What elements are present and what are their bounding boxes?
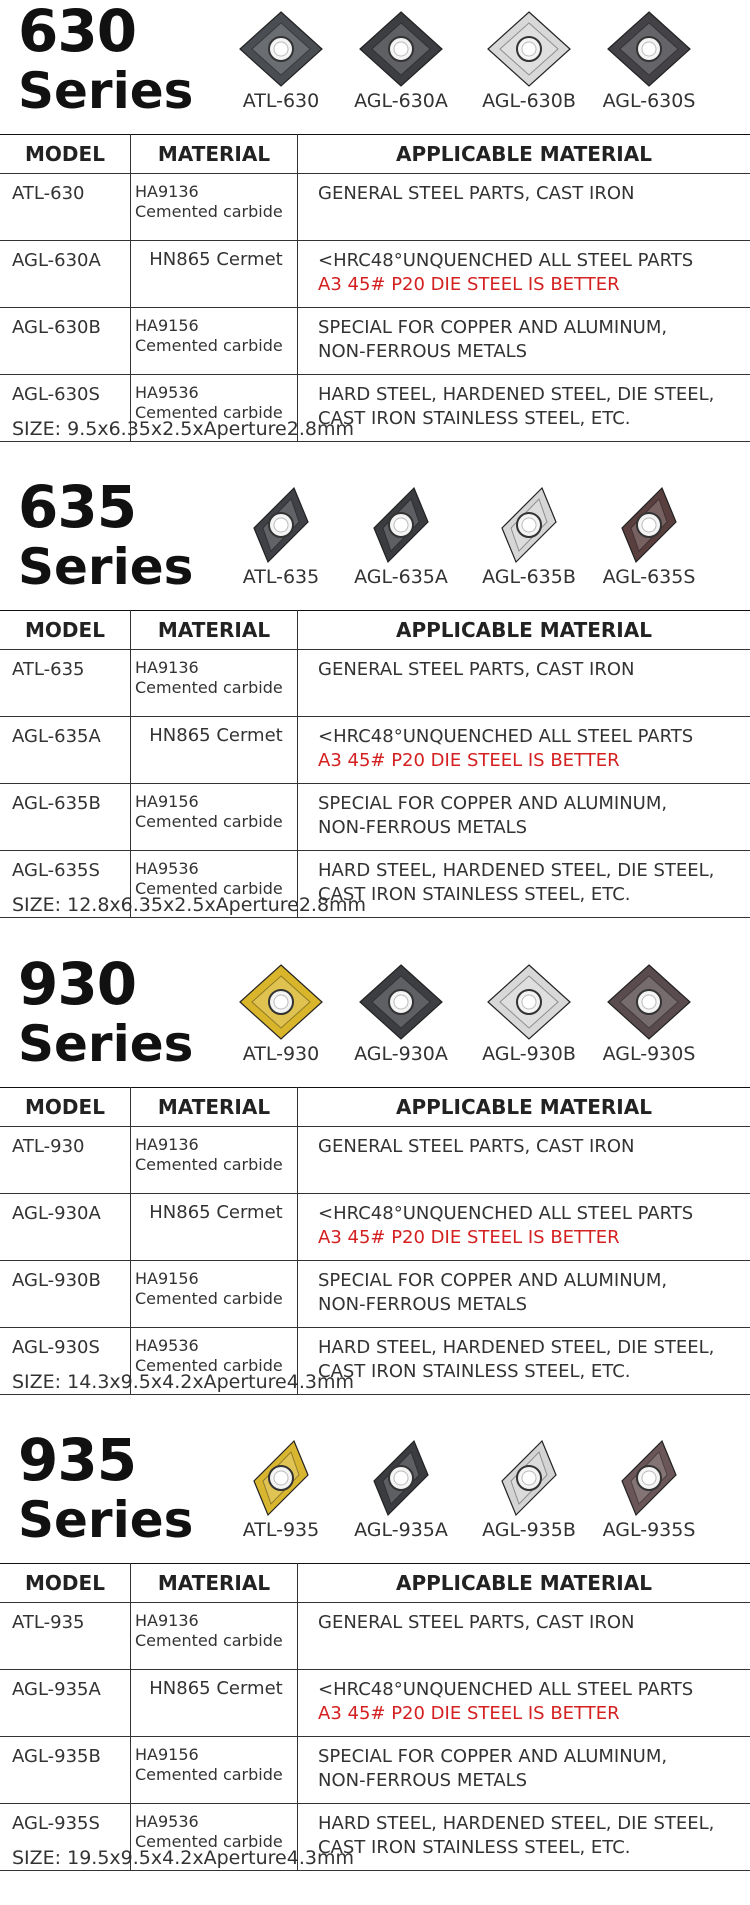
insert-hole-inner	[274, 42, 288, 56]
material-code: HA9536	[135, 859, 199, 879]
insert-label: ATL-630	[242, 90, 320, 112]
applicable-line: NON-FERROUS METALS	[318, 341, 528, 362]
material-cell	[131, 1602, 298, 1669]
applicable-cell	[298, 1803, 750, 1870]
model-cell: AGL-930A	[0, 1193, 131, 1260]
material-code: HA9136	[135, 1610, 199, 1630]
insert-hole-inner	[274, 1471, 288, 1485]
table-row	[0, 650, 750, 717]
material-cell	[131, 650, 298, 717]
model-cell: ATL-935	[0, 1602, 131, 1669]
insert-image	[236, 963, 326, 1041]
insert-image	[356, 1439, 446, 1517]
series-title: Series	[18, 1014, 194, 1073]
applicable-line: SPECIAL FOR COPPER AND ALUMINUM,	[318, 1269, 668, 1291]
model-cell: AGL-635A	[0, 717, 131, 784]
insert-hole-inner	[522, 42, 536, 56]
insert-hole-inner	[642, 1471, 656, 1485]
material-name: HN865 Cermet	[149, 1677, 283, 1699]
applicable-note: A3 45# P20 DIE STEEL IS BETTER	[318, 1226, 620, 1248]
column-header-model: MODEL	[0, 1563, 131, 1602]
applicable-line: HARD STEEL, HARDENED STEEL, DIE STEEL,	[318, 384, 715, 405]
table-header-row	[0, 611, 750, 650]
material-name: Cemented carbide	[135, 403, 283, 422]
material-name: Cemented carbide	[135, 1764, 283, 1784]
model-cell: AGL-635S	[0, 851, 131, 918]
model-cell: ATL-630	[0, 174, 131, 241]
size-spec: SIZE: 12.8x6.35x2.5xAperture2.8mm	[12, 894, 367, 917]
insert-item	[346, 10, 456, 111]
table-row	[0, 1260, 750, 1327]
column-header-material: MATERIAL	[131, 135, 298, 174]
applicable-cell	[298, 1193, 750, 1260]
applicable-cell	[298, 717, 750, 784]
insert-hole-inner	[522, 995, 536, 1009]
insert-item	[474, 1439, 584, 1540]
insert-hole-inner	[394, 518, 408, 532]
material-name: Cemented carbide	[135, 1630, 283, 1650]
column-header-applicable: APPLICABLE MATERIAL	[298, 135, 750, 174]
model-cell: AGL-935B	[0, 1736, 131, 1803]
insert-image	[484, 963, 574, 1041]
table-row	[0, 1736, 750, 1803]
series-section	[0, 0, 750, 476]
applicable-line: HARD STEEL, HARDENED STEEL, DIE STEEL,	[318, 1812, 715, 1834]
applicable-line: HARD STEEL, HARDENED STEEL, DIE STEEL,	[318, 1336, 715, 1358]
insert-item	[594, 486, 704, 587]
insert-label: AGL-630A	[354, 90, 448, 112]
insert-image	[356, 963, 446, 1041]
insert-hole-inner	[642, 42, 656, 56]
model-cell: AGL-630A	[0, 241, 131, 308]
model-cell: AGL-630S	[0, 375, 131, 442]
series-title: Series	[18, 62, 194, 120]
applicable-note: A3 45# P20 DIE STEEL IS BETTER	[318, 274, 620, 295]
table-row	[0, 1193, 750, 1260]
insert-image	[236, 486, 326, 564]
spec-table	[0, 134, 750, 442]
material-code: HA9156	[135, 792, 199, 812]
applicable-cell	[298, 174, 750, 241]
insert-label: AGL-935S	[602, 1518, 696, 1541]
applicable-line: GENERAL STEEL PARTS, CAST IRON	[318, 1135, 635, 1157]
table-row	[0, 784, 750, 851]
insert-label: AGL-930S	[602, 1042, 696, 1065]
material-code: HA9156	[135, 316, 199, 335]
table-row	[0, 308, 750, 375]
applicable-line: <HRC48°UNQUENCHED ALL STEEL PARTS	[318, 1202, 694, 1224]
series-section	[0, 473, 750, 952]
insert-image	[484, 486, 574, 564]
insert-hole-inner	[394, 1471, 408, 1485]
material-cell	[131, 1736, 298, 1803]
table-row	[0, 1602, 750, 1669]
model-cell: AGL-930S	[0, 1327, 131, 1394]
material-code: HA9156	[135, 1268, 199, 1288]
material-name: HN865 Cermet	[149, 249, 283, 270]
applicable-note: A3 45# P20 DIE STEEL IS BETTER	[318, 750, 620, 772]
applicable-note: A3 45# P20 DIE STEEL IS BETTER	[318, 1702, 620, 1724]
insert-label: AGL-935B	[482, 1518, 576, 1541]
table-row	[0, 174, 750, 241]
material-cell	[131, 1193, 298, 1260]
column-header-applicable: APPLICABLE MATERIAL	[298, 611, 750, 650]
size-spec: SIZE: 19.5x9.5x4.2xAperture4.3mm	[12, 1846, 354, 1869]
series-title: Series	[18, 1490, 194, 1549]
column-header-applicable: APPLICABLE MATERIAL	[298, 1563, 750, 1602]
material-cell	[131, 1669, 298, 1736]
series-header	[0, 949, 750, 1087]
model-cell: AGL-630B	[0, 308, 131, 375]
insert-item	[594, 963, 704, 1064]
size-spec: SIZE: 9.5x6.35x2.5xAperture2.8mm	[12, 418, 354, 440]
applicable-line: CAST IRON STAINLESS STEEL, ETC.	[318, 1360, 631, 1382]
applicable-line: GENERAL STEEL PARTS, CAST IRON	[318, 1611, 635, 1633]
insert-label: AGL-635B	[482, 566, 576, 589]
table-row	[0, 1669, 750, 1736]
spec-table	[0, 1087, 750, 1395]
insert-hole-inner	[274, 518, 288, 532]
applicable-cell	[298, 650, 750, 717]
table-row	[0, 717, 750, 784]
applicable-line: NON-FERROUS METALS	[318, 1769, 528, 1791]
applicable-line: GENERAL STEEL PARTS, CAST IRON	[318, 659, 635, 681]
insert-label: AGL-630B	[482, 90, 576, 112]
insert-hole-inner	[642, 518, 656, 532]
applicable-cell	[298, 308, 750, 375]
model-cell: AGL-935A	[0, 1669, 131, 1736]
insert-item	[346, 963, 456, 1064]
insert-label: AGL-635S	[602, 566, 696, 589]
table-header-row	[0, 1087, 750, 1126]
insert-item	[346, 486, 456, 587]
material-name: HN865 Cermet	[149, 725, 283, 747]
applicable-line: NON-FERROUS METALS	[318, 817, 528, 839]
column-header-material: MATERIAL	[131, 1087, 298, 1126]
model-cell: AGL-935S	[0, 1803, 131, 1870]
material-name: Cemented carbide	[135, 879, 283, 899]
insert-item	[594, 1439, 704, 1540]
insert-item	[346, 1439, 456, 1540]
table-row	[0, 1126, 750, 1193]
insert-label: ATL-935	[242, 1518, 320, 1541]
applicable-cell	[298, 375, 750, 442]
material-name: Cemented carbide	[135, 336, 283, 355]
insert-image	[236, 10, 326, 88]
insert-label: AGL-630S	[602, 90, 696, 112]
spec-table	[0, 1563, 750, 1871]
insert-image	[356, 10, 446, 88]
applicable-line: CAST IRON STAINLESS STEEL, ETC.	[318, 884, 631, 906]
series-header	[0, 0, 750, 134]
series-header	[0, 473, 750, 610]
applicable-cell	[298, 784, 750, 851]
model-cell: AGL-930B	[0, 1260, 131, 1327]
series-number: 635	[18, 473, 137, 542]
insert-hole-inner	[522, 1471, 536, 1485]
material-name: HN865 Cermet	[149, 1201, 283, 1223]
material-cell	[131, 241, 298, 308]
column-header-material: MATERIAL	[131, 1563, 298, 1602]
insert-image	[484, 1439, 574, 1517]
insert-hole-inner	[274, 995, 288, 1009]
material-name: Cemented carbide	[135, 1831, 283, 1851]
series-number: 630	[18, 0, 137, 65]
material-name: Cemented carbide	[135, 202, 283, 221]
insert-label: ATL-930	[242, 1042, 320, 1065]
applicable-line: <HRC48°UNQUENCHED ALL STEEL PARTS	[318, 1678, 694, 1700]
series-title: Series	[18, 538, 194, 597]
applicable-cell	[298, 1736, 750, 1803]
insert-image	[604, 963, 694, 1041]
insert-item	[594, 10, 704, 111]
insert-item	[474, 10, 584, 111]
material-code: HA9536	[135, 1335, 199, 1355]
insert-image	[236, 1439, 326, 1517]
insert-label: AGL-935A	[354, 1518, 448, 1541]
material-cell	[131, 1260, 298, 1327]
insert-item	[474, 963, 584, 1064]
material-code: HA9136	[135, 1134, 199, 1154]
insert-image	[484, 10, 574, 88]
insert-hole-inner	[394, 995, 408, 1009]
applicable-cell	[298, 1327, 750, 1394]
table-row	[0, 241, 750, 308]
material-name: Cemented carbide	[135, 1288, 283, 1308]
applicable-line: CAST IRON STAINLESS STEEL, ETC.	[318, 1836, 631, 1858]
table-header-row	[0, 135, 750, 174]
material-name: Cemented carbide	[135, 1355, 283, 1375]
insert-image	[356, 486, 446, 564]
applicable-cell	[298, 1126, 750, 1193]
column-header-model: MODEL	[0, 611, 131, 650]
series-section	[0, 949, 750, 1429]
material-code: HA9536	[135, 1811, 199, 1831]
insert-item	[226, 963, 336, 1064]
applicable-line: <HRC48°UNQUENCHED ALL STEEL PARTS	[318, 726, 694, 748]
insert-label: ATL-635	[242, 566, 320, 589]
material-cell	[131, 784, 298, 851]
table-header-row	[0, 1563, 750, 1602]
insert-hole-inner	[394, 42, 408, 56]
series-number: 935	[18, 1425, 137, 1494]
insert-label: AGL-930B	[482, 1042, 576, 1065]
column-header-model: MODEL	[0, 1087, 131, 1126]
insert-item	[226, 486, 336, 587]
material-code: HA9136	[135, 658, 199, 678]
insert-hole-inner	[642, 995, 656, 1009]
applicable-cell	[298, 1602, 750, 1669]
series-number: 930	[18, 949, 137, 1018]
size-spec: SIZE: 14.3x9.5x4.2xAperture4.3mm	[12, 1370, 354, 1393]
applicable-line: NON-FERROUS METALS	[318, 1293, 528, 1315]
material-cell	[131, 1126, 298, 1193]
material-cell	[131, 174, 298, 241]
model-cell: AGL-635B	[0, 784, 131, 851]
column-header-model: MODEL	[0, 135, 131, 174]
material-code: HA9156	[135, 1744, 199, 1764]
applicable-line: SPECIAL FOR COPPER AND ALUMINUM,	[318, 1745, 668, 1767]
material-cell	[131, 717, 298, 784]
applicable-cell	[298, 241, 750, 308]
applicable-line: CAST IRON STAINLESS STEEL, ETC.	[318, 408, 631, 429]
insert-image	[604, 486, 694, 564]
applicable-cell	[298, 1669, 750, 1736]
insert-hole-inner	[522, 518, 536, 532]
material-name: Cemented carbide	[135, 678, 283, 698]
insert-item	[226, 1439, 336, 1540]
spec-table	[0, 610, 750, 918]
insert-item	[474, 486, 584, 587]
applicable-line: SPECIAL FOR COPPER AND ALUMINUM,	[318, 793, 668, 815]
series-section	[0, 1425, 750, 1905]
insert-label: AGL-930A	[354, 1042, 448, 1065]
material-name: Cemented carbide	[135, 1154, 283, 1174]
insert-image	[604, 1439, 694, 1517]
insert-label: AGL-635A	[354, 566, 448, 589]
insert-image	[604, 10, 694, 88]
applicable-line: HARD STEEL, HARDENED STEEL, DIE STEEL,	[318, 860, 715, 882]
material-cell	[131, 308, 298, 375]
applicable-line: GENERAL STEEL PARTS, CAST IRON	[318, 183, 635, 204]
model-cell: ATL-635	[0, 650, 131, 717]
applicable-cell	[298, 1260, 750, 1327]
material-code: HA9136	[135, 182, 199, 201]
series-header	[0, 1425, 750, 1563]
material-name: Cemented carbide	[135, 812, 283, 832]
applicable-line: <HRC48°UNQUENCHED ALL STEEL PARTS	[318, 250, 694, 271]
column-header-applicable: APPLICABLE MATERIAL	[298, 1087, 750, 1126]
column-header-material: MATERIAL	[131, 611, 298, 650]
model-cell: ATL-930	[0, 1126, 131, 1193]
insert-item	[226, 10, 336, 111]
applicable-line: SPECIAL FOR COPPER AND ALUMINUM,	[318, 317, 668, 338]
material-code: HA9536	[135, 383, 199, 402]
